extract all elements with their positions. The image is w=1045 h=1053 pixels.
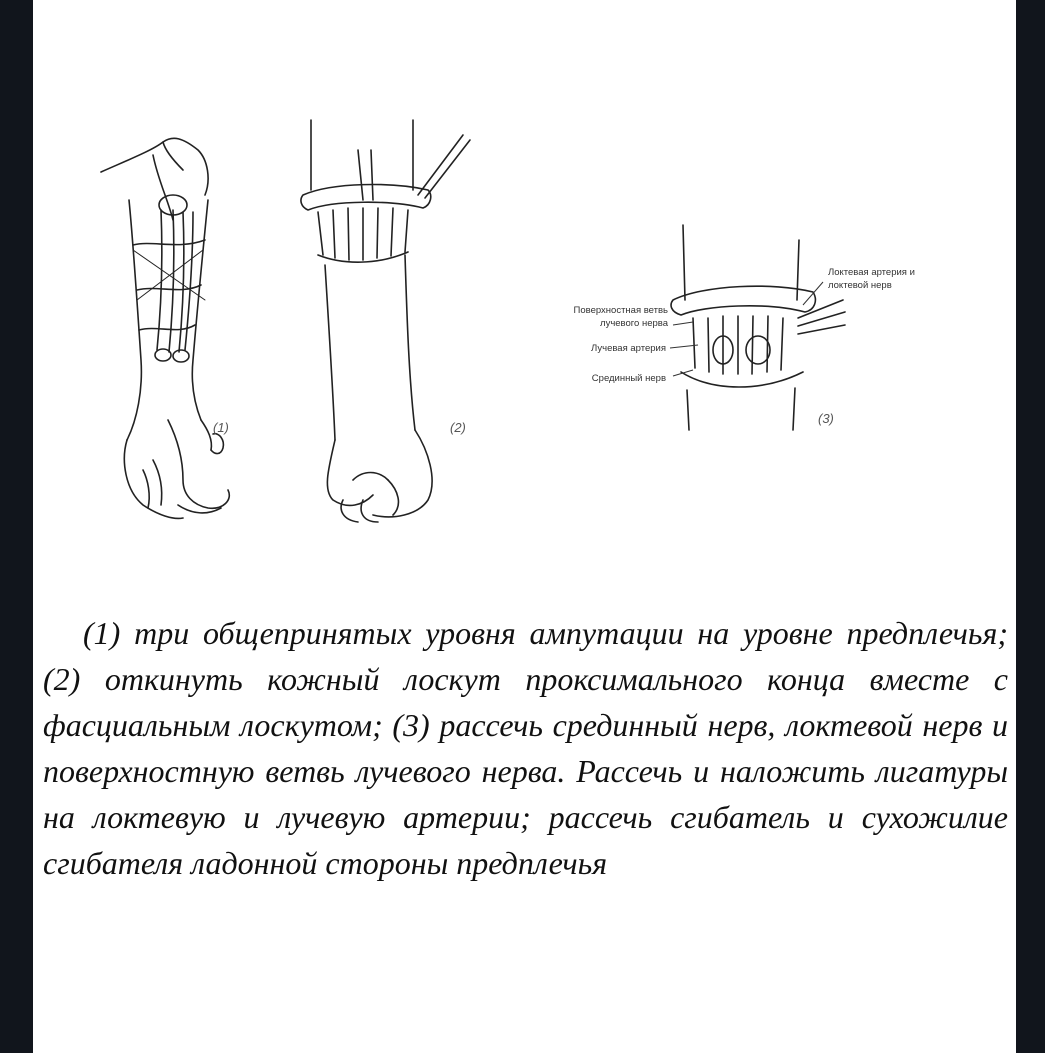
figure-caption: (1) три общепринятых уровня ампутации на уровне предплечья; (2) откинуть кожный лоскут проксимального конца вместе с фасциальным лоскутом; (3) рассечь срединный нерв, локтевой нерв и поверхностную ветвь лучевого нерва. Рассечь и наложить лигатуры на локтевую и лучевую артерии; рассечь сгибатель и сухожилие сгибателя ладонной стороны предплечья	[43, 615, 1008, 881]
forearm-amputation-levels-drawing	[101, 138, 229, 518]
vessels-nerves-section-drawing	[671, 225, 845, 430]
annotation-ulnar-artery-line2: локтевой нерв	[828, 280, 892, 291]
figure-label-2: (2)	[450, 420, 466, 435]
annotation-radial-artery: Лучевая артерия	[591, 343, 666, 354]
skin-flap-reflected-drawing	[301, 120, 470, 522]
annotation-median-nerve: Срединный нерв	[591, 373, 666, 384]
figure-label-1: (1)	[213, 420, 229, 435]
annotation-superficial-branch-line2: лучевого нерва	[600, 318, 668, 329]
amputation-illustration	[33, 0, 1016, 560]
annotation-superficial-branch-line1: Поверхностная ветвь	[573, 305, 668, 316]
annotation-ulnar-artery-line1: Локтевая артерия и	[828, 267, 915, 278]
document-page	[33, 0, 1016, 1053]
left-dark-border	[0, 0, 33, 1053]
figure-label-3: (3)	[818, 411, 834, 426]
right-dark-border	[1016, 0, 1045, 1053]
